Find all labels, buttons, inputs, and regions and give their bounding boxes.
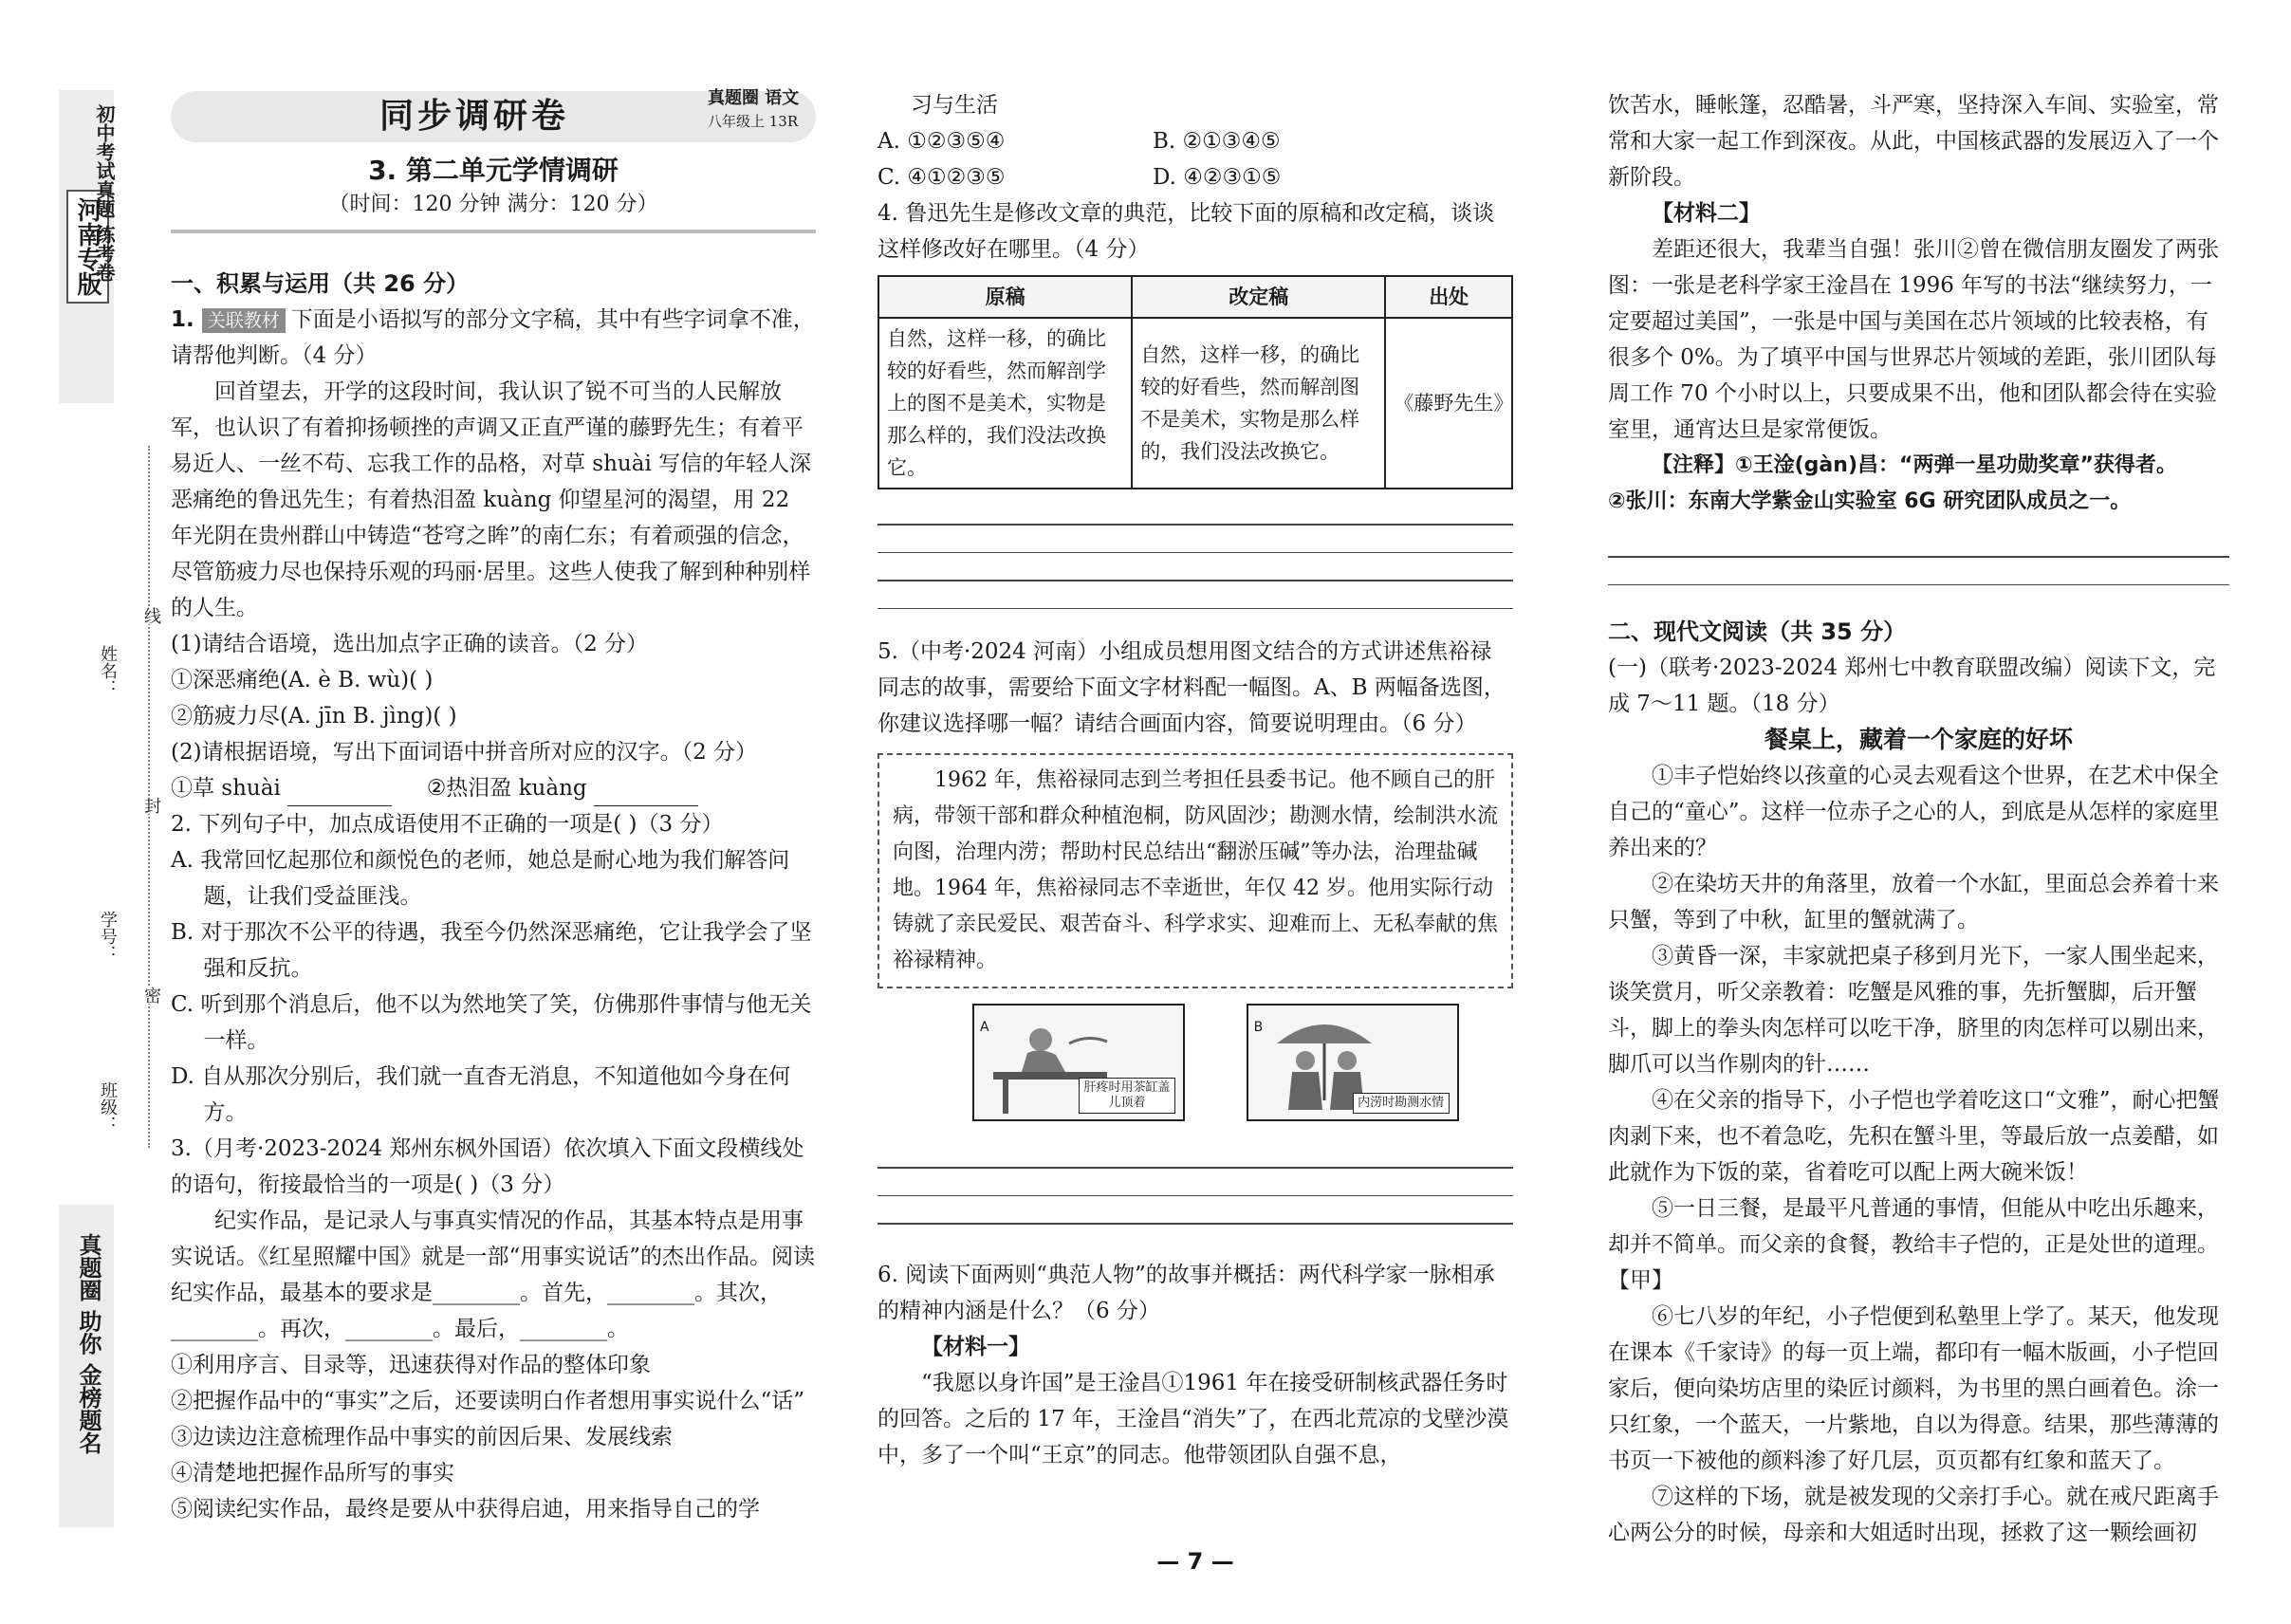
q2-option-c: C. 听到那个消息后，他不以为然地笑了笑，仿佛那件事情与他无关一样。 [171, 992, 812, 1053]
name-label: 姓名： [98, 645, 118, 696]
article-title: 餐桌上，藏着一个家庭的好坏 [1764, 726, 2073, 753]
picture-b[interactable]: B 内涝时勘测水情 [1247, 1004, 1459, 1121]
answer-line[interactable] [878, 524, 1513, 526]
reading-intro: (一)（联考·2023-2024 郑州七中教育联盟改编）阅读下文，完成 7～11 题。（18 分） [1608, 655, 2216, 716]
q3-option-4: ④清楚地把握作品所写的事实 [171, 1461, 454, 1486]
q2-option-a: A. 我常回忆起那位和颜悦色的老师，她总是耐心地为我们解答问题，让我们受益匪浅。 [171, 848, 790, 909]
q3-options-ab: A. ①②③⑤④ B. ②①③④⑤ [878, 129, 1281, 154]
mi-label: 密 [139, 987, 163, 1004]
table-cell-original: 自然，这样一移，的确比较的好看些，然而解剖学上的图不是美术，实物是那么样的，我们没法改换它。 [878, 318, 1132, 489]
header-brand: 真题圈 语文 [708, 88, 800, 108]
q1-tag: 关联教材 [202, 308, 286, 333]
material-2-title: 【材料二】 [1652, 201, 1761, 226]
q3-passage: 纪实作品，是记录人与事真实情况的作品，其基本特点是用事实说话。《红星照耀中国》就是一部“用事实说话”的杰出作品。阅读纪实作品，最基本的要求是________。首先，________。其次，________。再次，________。最后，________。 [171, 1209, 816, 1341]
answer-line[interactable] [878, 552, 1513, 554]
header-rule [171, 230, 816, 233]
side-bottom-text: 真题圈 助你 金榜题名 [75, 1233, 102, 1454]
answer-line[interactable] [878, 1167, 1513, 1169]
column-1 [171, 266, 816, 1624]
table-header-revised: 改定稿 [1132, 276, 1385, 318]
article-paragraph-6: ⑥七八岁的年纪，小子恺便到私塾里上学了。某天，他发现在课本《千家诗》的每一页上端，都印有一幅木版画，小子恺回家后，便向染坊店里的染匠讨颜料，为书里的黑白画着色。涂一只红象，一个蓝天，一片紫地，自以为得意。结果，那些薄薄的书页一下被他的颜料渗了好几层，页页都有红象和蓝天了。 [1608, 1304, 2219, 1473]
column-3 [1608, 87, 2229, 1624]
table-header-original: 原稿 [878, 276, 1132, 318]
answer-line[interactable] [1608, 584, 2229, 586]
q5-pictures [878, 1004, 1513, 1133]
q3-options-cd: C. ④①②③⑤ D. ④②③①⑤ [878, 165, 1282, 190]
q2-stem: 2. 下列句子中，加点成语使用不正确的一项是( )（3 分） [171, 812, 724, 837]
answer-line[interactable] [878, 1223, 1513, 1225]
q3-option-5: ⑤阅读纪实作品，最终是要从中获得启迪，用来指导自己的学 [171, 1497, 760, 1522]
header-banner: 同步调研卷 [379, 97, 570, 136]
q1-passage: 回首望去，开学的这段时间，我认识了锐不可当的人民解放军，也认识了有着抑扬顿挫的声调又正直严谨的藤野先生；有着平易近人、一丝不苟、忘我工作的品格，对草 shuài 写信的年轻人深恶痛绝的鲁迅先生；有着热泪盈 kuàng 仰望星河的渴望，用 22 年光阴在贵州群山中铸造“苍穹之眸”的南仁东；有着顽强的信念，尽管筋疲力尽也保持乐观的玛丽·居里。这些人使我了解到种种别样的人生。 [171, 379, 812, 620]
material-1-title: 【材料一】 [921, 1334, 1030, 1359]
q3-option-3: ③边读边注意梳理作品中事实的前因后果、发展线索 [171, 1425, 673, 1449]
q1-stem: 1. 关联教材 下面是小语拟写的部分文字稿，其中有些字词拿不准，请帮他判断。（4 分） [171, 307, 815, 368]
q2-option-b: B. 对于那次不公平的待遇，我至今仍然深恶痛绝，它让我学会了坚强和反抗。 [171, 920, 812, 981]
article-paragraph-7: ⑦这样的下场，就是被发现的父亲打手心。就在戒尺距离手心两公分的时候，母亲和大姐适时出现，拯救了这一颗绘画初 [1608, 1485, 2219, 1545]
section-1-heading: 一、积累与运用（共 26 分） [171, 270, 470, 297]
table-cell-revised: 自然，这样一移，的确比较的好看些，然而解剖图不是美术，实物是那么样的，我们没法改换它。 [1132, 318, 1385, 489]
article-paragraph-5: ⑤一日三餐，是最平凡普通的事情，但能从中吃出乐趣来，却并不简单。而父亲的食餐，教给丰子恺的，正是处世的道理。【甲】 [1608, 1196, 2219, 1293]
material-1-text: “我愿以身许国”是王淦昌①1961 年在接受研制核武器任务时的回答。之后的 17 年，王淦昌“消失”了，在西北荒凉的戈壁沙漠中，多了一个叫“王京”的同志。他带领团队自强不息， [878, 1370, 1509, 1467]
table-header-source: 出处 [1385, 276, 1512, 318]
page-title: 3. 第二单元学情调研 [368, 155, 619, 186]
column-2 [878, 87, 1513, 1624]
article-paragraph-3: ③黄昏一深，丰家就把桌子移到月光下，一家人围坐起来，谈笑赏月，听父亲教着：吃蟹是风雅的事，先折蟹脚，后开蟹斗，脚上的拳头肉怎样可以吃干净，脐里的肉怎样可以剔出来，脚爪可以当作剔肉的针…… [1608, 944, 2219, 1077]
q3-option-1: ①利用序言、目录等，迅速获得对作品的整体印象 [171, 1353, 651, 1377]
q3-option-5-cont: 习与生活 [911, 93, 998, 118]
q3-stem: 3.（月考·2023-2024 郑州东枫外国语）依次填入下面文段横线处的语句，衔接最恰当的一项是( )（3 分） [171, 1136, 804, 1197]
q3-option-2: ②把握作品中的“事实”之后，还要读明白作者想用事实说什么“话” [171, 1389, 805, 1413]
note-2: ②张川：东南大学紫金山实验室 6G 研究团队成员之一。 [1608, 489, 2132, 513]
side-top-text: 初中考试真题 练考卷 [93, 104, 116, 282]
material-2-text: 差距还很大，我辈当自强！张川②曾在微信朋友圈发了两张图：一张是老科学家王淦昌在 1996 年写的书法“继续努力，一定要超过美国”，一张是中国与美国在芯片领域的比较表格，有很多个 0%。为了填平中国与世界芯片领域的差距，张川团队每周工作 70 个小时以上，只要成果不出，他和团队都会待在实验室里，通宵达旦是家常便饭。 [1608, 237, 2219, 442]
note-1: 【注释】①王淦(gàn)昌：“两弹一星功勋奖章”获得者。 [1652, 453, 2177, 477]
material-1-cont: 饮苦水，睡帐篷，忍酷暑，斗严寒，坚持深入车间、实验室，常常和大家一起工作到深夜。从此，中国核武器的发展迈入了一个新阶段。 [1608, 93, 2219, 190]
answer-line[interactable] [878, 580, 1513, 581]
page-number: — 7 — [1156, 1548, 1234, 1575]
section-2-heading: 二、现代文阅读（共 35 分） [1608, 618, 1907, 645]
q4-table [878, 275, 1513, 489]
q6-stem: 6. 阅读下面两则“典范人物”的故事并概括：两代科学家一脉相承的精神内涵是什么？（6 分） [878, 1262, 1495, 1323]
q4-stem: 4. 鲁迅先生是修改文章的典范，比较下面的原稿和改定稿，谈谈这样修改好在哪里。（4 分） [878, 201, 1495, 262]
q5-stem: 5.（中考·2024 河南）小组成员想用图文结合的方式讲述焦裕禄同志的故事，需要给下面文字材料配一幅图。A、B 两幅备选图，你建议选择哪一幅？请结合画面内容，简要说明理由。（6 分） [878, 639, 1506, 736]
page-subtitle: （时间：120 分钟 满分：120 分） [328, 193, 658, 216]
answer-line[interactable] [878, 608, 1513, 610]
article-paragraph-4: ④在父亲的指导下，小子恺也学着吃这口“文雅”，耐心把蟹肉剥下来，也不着急吃，先积在蟹斗里，等最后放一点姜醋，如此就作为下饭的菜，省着吃可以配上两大碗米饭！ [1608, 1088, 2220, 1185]
q1-sub1-a: ①深恶痛绝(A. è B. wù)( ) [171, 668, 434, 692]
q1-blank-1[interactable] [287, 781, 392, 806]
line-label: 线 [139, 607, 163, 624]
side-badge: 河南专版 [66, 190, 109, 304]
q2-option-d: D. 自从那次分别后，我们就一直杳无消息，不知道他如今身在何方。 [171, 1064, 791, 1125]
seal-label: 封 [139, 797, 163, 814]
q1-sub1-b: ②筋疲力尽(A. jīn B. jìng)( ) [171, 704, 457, 729]
id-label: 学号： [98, 911, 118, 962]
q1-sub1: (1)请结合语境，选出加点字正确的读音。（2 分） [171, 632, 649, 656]
picture-a[interactable]: A 肝疼时用茶缸盖儿顶着 [972, 1004, 1185, 1121]
q5-material-box: 1962 年，焦裕禄同志到兰考担任县委书记。他不顾自己的肝病，带领干部和群众种植泡桐，防风固沙；勘测水情，绘制洪水流向图，治理内涝；帮助村民总结出“翻淤压碱”等办法，治理盐碱地。1964 年，焦裕禄同志不幸逝世，年仅 42 岁。他用实际行动铸就了亲民爱民、艰苦奋斗、科学求实、迎难而上、无私奉献的焦裕禄精神。 [878, 753, 1513, 988]
q1-blank-2[interactable] [594, 781, 698, 806]
answer-line[interactable] [878, 1195, 1513, 1197]
header-grade: 八年级上 13R [708, 113, 799, 130]
table-cell-source: 《藤野先生》 [1385, 318, 1512, 489]
article-paragraph-1: ①丰子恺始终以孩童的心灵去观看这个世界，在艺术中保全自己的“童心”。这样一位赤子之心的人，到底是从怎样的家庭里养出来的？ [1608, 764, 2220, 860]
q1-sub2-answers: ①草 shuài ②热泪盈 kuàng [171, 770, 816, 806]
class-label: 班级： [98, 1081, 118, 1133]
article-paragraph-2: ②在染坊天井的角落里，放着一个水缸，里面总会养着十来只蟹，等到了中秋，缸里的蟹就满了。 [1608, 872, 2219, 932]
answer-line[interactable] [1608, 556, 2229, 558]
q1-sub2: (2)请根据语境，写出下面词语中拼音所对应的汉字。（2 分） [171, 740, 758, 765]
